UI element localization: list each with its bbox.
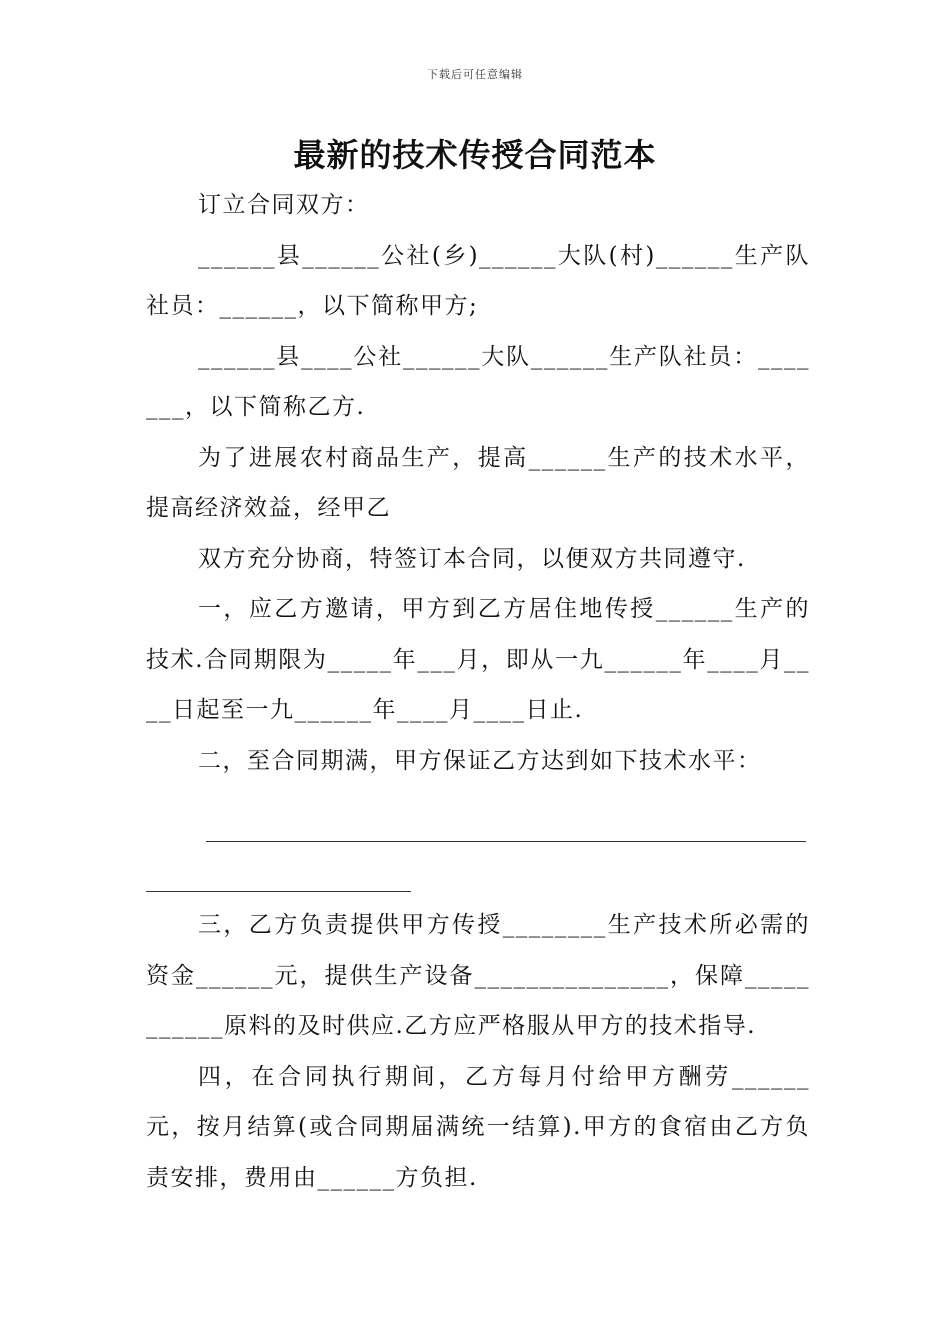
paragraph-clause-3: 三，乙方负责提供甲方传授________生产技术所必需的资金______元，提供生产设备_______________，保障___________原料的及时供应.乙方应严格服从甲方的技术指导. — [146, 912, 810, 1039]
fill-in-line — [206, 841, 806, 842]
document-title: 最新的技术传授合同范本 — [293, 136, 657, 174]
paragraph-agreement: 双方充分协商，特签订本合同，以便双方共同遵守. — [198, 545, 746, 572]
paragraph-clause-2: 二，至合同期满，甲方保证乙方达到如下技术水平： — [198, 747, 762, 774]
paragraph-party-a: ______县______公社(乡)______大队(村)______生产队社员：______，以下简称甲方; — [146, 242, 810, 319]
paragraph-clause-4: 四，在合同执行期间，乙方每月付给甲方酬劳______元，按月结算(或合同期届满统一结算).甲方的食宿由乙方负责安排，费用由______方负担. — [146, 1063, 810, 1191]
header-note: 下载后可任意编辑 — [427, 68, 523, 81]
paragraph-purpose: 为了进展农村商品生产，提高______生产的技术水平，提高经济效益，经甲乙 — [146, 444, 810, 521]
paragraph-parties-intro: 订立合同双方： — [198, 192, 370, 218]
fill-in-line-continued — [146, 891, 411, 892]
paragraph-party-b: ______县____公社______大队______生产队社员：_______，以下简称乙方. — [146, 343, 810, 420]
contract-body — [146, 180, 810, 1203]
paragraph-clause-1: 一，应乙方邀请，甲方到乙方居住地传授______生产的技术.合同期限为_____年___月，即从一九______年____月____日起至一九______年____月____日止. — [146, 596, 810, 723]
